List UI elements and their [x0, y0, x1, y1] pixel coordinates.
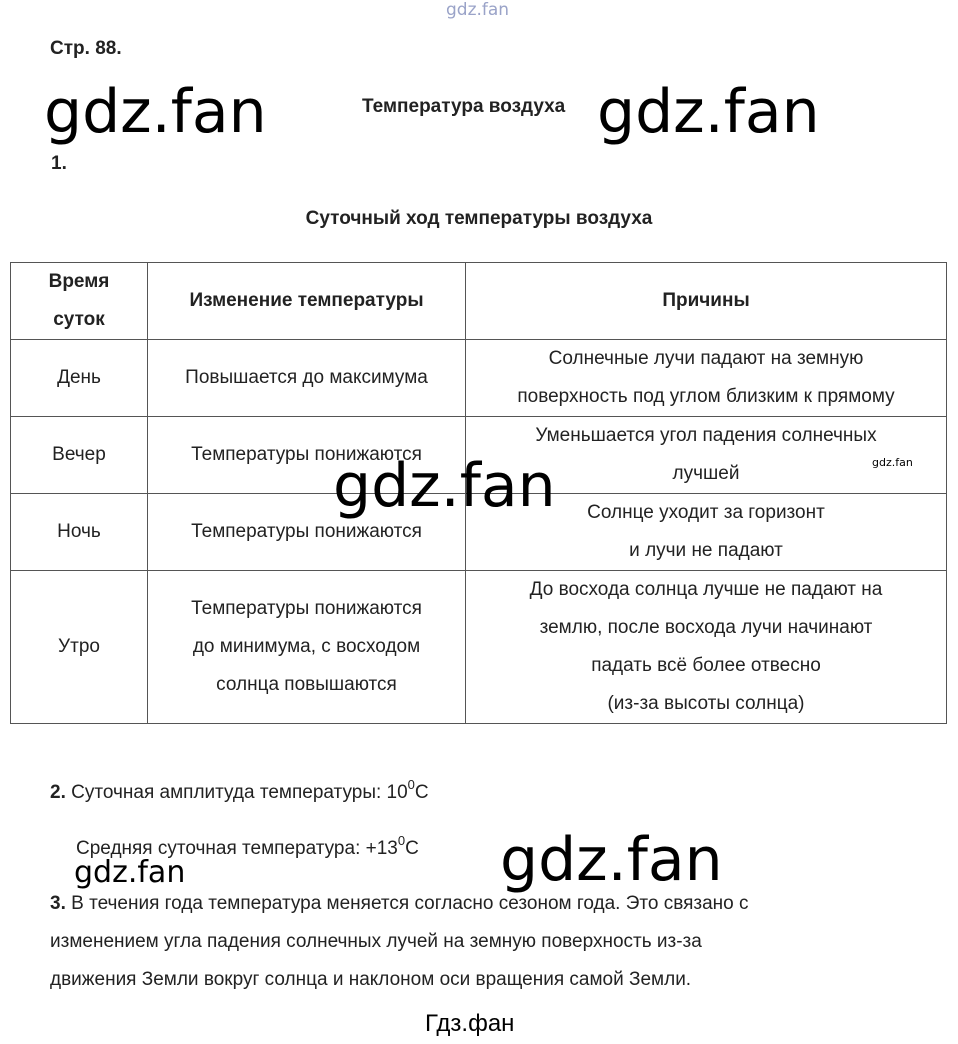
table-header-row — [11, 263, 947, 340]
page-reference: Стр. 88. — [50, 38, 122, 59]
task-3-line1: В течения года температура меняется согласно сезоном года. Это связано с — [71, 893, 749, 914]
watermark-mid-bottom-left: gdz.fan — [74, 855, 186, 890]
average-unit: C — [405, 838, 419, 859]
watermark-top: gdz.fan — [446, 0, 510, 20]
table-title: Суточный ход температуры воздуха — [305, 208, 653, 229]
reason-line: землю, после восхода лучи начинают — [539, 617, 873, 638]
cell-reason — [466, 571, 947, 724]
watermark-big-left: gdz.fan — [44, 77, 267, 147]
reason-line: Солнце уходит за горизонт — [587, 502, 825, 523]
watermark-footer: Гдз.фан — [425, 1010, 515, 1037]
cell-change: Температуры понижаются — [148, 417, 466, 494]
cell-change: Температуры понижаются — [148, 494, 466, 571]
task-3-line3: движения Земли вокруг солнца и наклоном оси вращения самой Земли. — [50, 969, 692, 990]
cell-time: День — [11, 340, 148, 417]
reason-line: (из-за высоты солнца) — [607, 693, 805, 714]
reason-line: лучшей — [672, 463, 740, 484]
reason-line: Уменьшается угол падения солнечных — [535, 425, 877, 446]
header-change: Изменение температуры — [148, 263, 466, 340]
reason-line: поверхность под углом близким к прямому — [517, 386, 895, 407]
average-degree: 0 — [397, 832, 406, 848]
table-row — [11, 340, 947, 417]
cell-time: Утро — [11, 571, 148, 724]
reason-line: и лучи не падают — [629, 540, 783, 561]
task-2-number: 2. — [50, 782, 66, 803]
header-time — [11, 263, 148, 340]
amplitude-degree: 0 — [407, 776, 415, 792]
cell-change: Повышается до максимума — [148, 340, 466, 417]
amplitude-text: Суточная амплитуда температуры: 10 — [71, 782, 408, 803]
header-reasons: Причины — [466, 263, 947, 340]
task-3-number: 3. — [50, 893, 66, 914]
change-line: солнца повышаются — [216, 674, 397, 695]
topic-title: Температура воздуха — [362, 96, 566, 117]
header-time-line1: Время — [48, 271, 110, 292]
reason-line: падать всё более отвесно — [591, 655, 821, 676]
task-1-number: 1. — [51, 153, 67, 174]
average-text: Средняя суточная температура: +13 — [76, 838, 398, 859]
cell-reason — [466, 340, 947, 417]
task-3-line2: изменением угла падения солнечных лучей на земную поверхность из-за — [50, 931, 702, 952]
task-2-amplitude — [50, 774, 429, 812]
reason-line: Солнечные лучи падают на земную — [548, 348, 864, 369]
table-row — [11, 571, 947, 724]
amplitude-unit: C — [414, 782, 429, 803]
cell-time: Ночь — [11, 494, 148, 571]
watermark-small-right: gdz.fan — [872, 456, 913, 469]
cell-change — [148, 571, 466, 724]
cell-time: Вечер — [11, 417, 148, 494]
watermark-big-bottom: gdz.fan — [500, 825, 723, 895]
task-3-line — [50, 885, 749, 923]
change-line: до минимума, с восходом — [192, 636, 421, 657]
watermark-big-right: gdz.fan — [597, 77, 820, 147]
watermark-big-center: gdz.fan — [333, 451, 556, 521]
header-time-line2: суток — [53, 309, 105, 330]
reason-line: До восхода солнца лучше не падают на — [529, 579, 883, 600]
change-line: Температуры понижаются — [191, 598, 422, 619]
task-3-text — [50, 885, 749, 999]
